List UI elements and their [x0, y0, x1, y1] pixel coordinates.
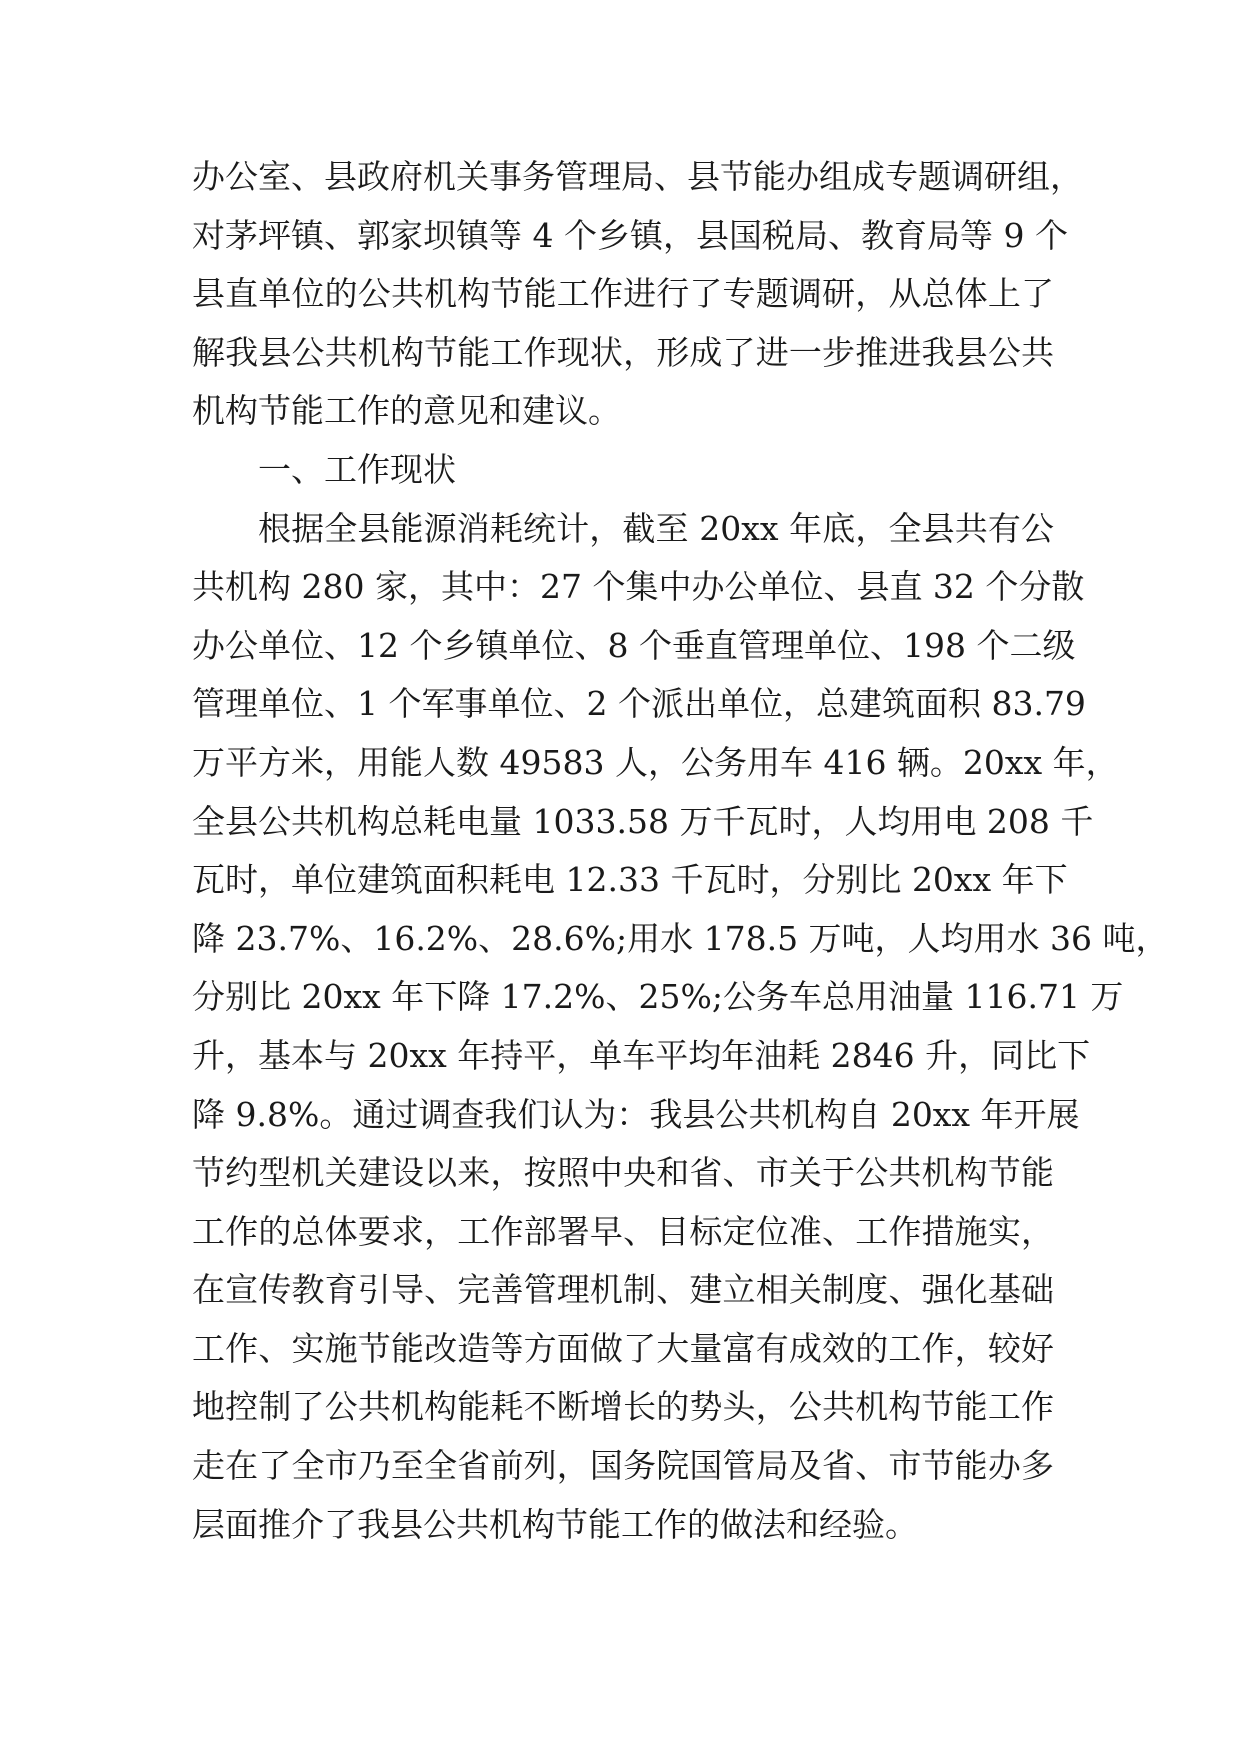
paragraph-line: 节约型机关建设以来，按照中央和省、市关于公共机构节能	[192, 1153, 1054, 1193]
paragraph-line: 根据全县能源消耗统计，截至 20xx 年底，全县共有公	[258, 508, 1054, 548]
document-body	[192, 148, 1169, 1554]
paragraph-line: 升，基本与 20xx 年持平，单车平均年油耗 2846 升，同比下	[192, 1035, 1091, 1075]
paragraph-line: 县直单位的公共机构节能工作进行了专题调研，从总体上了	[192, 274, 1054, 314]
paragraph-line: 降 23.7%、16.2%、28.6%;用水 178.5 万吨，人均用水 36 吨，	[192, 918, 1169, 958]
paragraph-line: 工作、实施节能改造等方面做了大量富有成效的工作，较好	[192, 1328, 1054, 1368]
paragraph-line: 层面推介了我县公共机构节能工作的做法和经验。	[192, 1504, 918, 1544]
paragraph-line: 全县公共机构总耗电量 1033.58 万千瓦时，人均用电 208 千	[192, 801, 1094, 841]
paragraph-line: 地控制了公共机构能耗不断增长的势头，公共机构节能工作	[192, 1387, 1054, 1427]
section-heading: 一、工作现状	[258, 449, 456, 489]
paragraph-line: 走在了全市乃至全省前列，国务院国管局及省、市节能办多	[192, 1446, 1054, 1486]
paragraph-line: 对茅坪镇、郭家坝镇等 4 个乡镇，县国税局、教育局等 9 个	[192, 215, 1068, 255]
paragraph-line: 机构节能工作的意见和建议。	[192, 391, 621, 431]
paragraph-line: 工作的总体要求，工作部署早、目标定位准、工作措施实，	[192, 1211, 1054, 1251]
paragraph-line: 在宣传教育引导、完善管理机制、建立相关制度、强化基础	[192, 1270, 1054, 1310]
paragraph-line: 管理单位、1 个军事单位、2 个派出单位，总建筑面积 83.79	[192, 684, 1086, 724]
paragraph-line: 降 9.8%。通过调查我们认为：我县公共机构自 20xx 年开展	[192, 1094, 1080, 1134]
paragraph-line: 共机构 280 家，其中：27 个集中办公单位、县直 32 个分散	[192, 567, 1085, 607]
paragraph-line: 分别比 20xx 年下降 17.2%、25%;公务车总用油量 116.71 万	[192, 977, 1124, 1017]
paragraph-line: 解我县公共机构节能工作现状，形成了进一步推进我县公共	[192, 332, 1054, 372]
paragraph-line: 万平方米，用能人数 49583 人，公务用车 416 辆。20xx 年，	[192, 742, 1119, 782]
paragraph-line: 办公单位、12 个乡镇单位、8 个垂直管理单位、198 个二级	[192, 625, 1076, 665]
paragraph-line: 办公室、县政府机关事务管理局、县节能办组成专题调研组，	[192, 157, 1083, 196]
paragraph-line: 瓦时，单位建筑面积耗电 12.33 千瓦时，分别比 20xx 年下	[192, 860, 1068, 900]
